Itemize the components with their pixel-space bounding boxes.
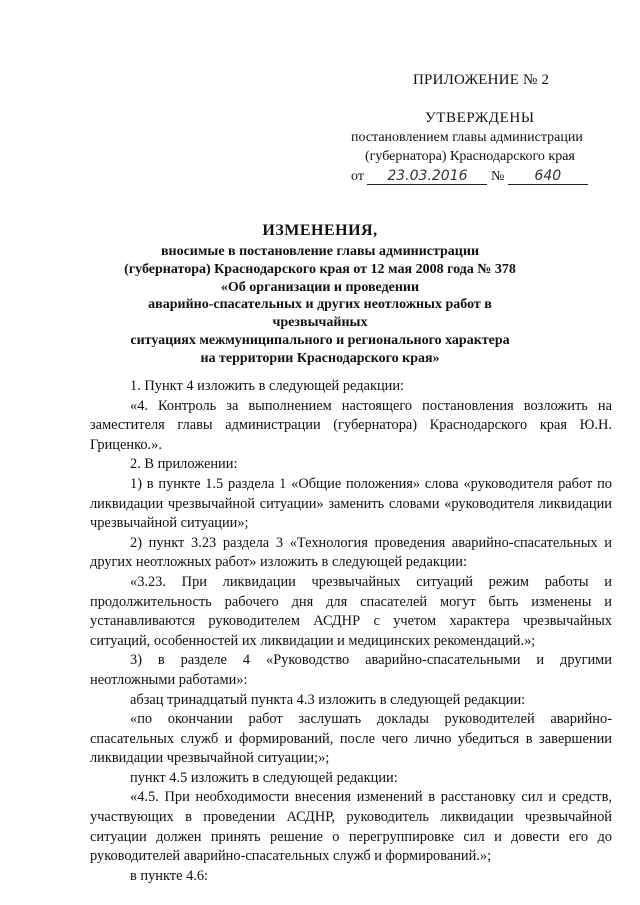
paragraph: 2) пункт 3.23 раздела 3 «Технология проведения аварийно-спасательных и других неотложных работ» изложить в следующей редакции:: [90, 534, 612, 571]
paragraph: «3.23. При ликвидации чрезвычайных ситуаций режим работы и продолжительность рабочего дня для спасателей могут быть изменены и устанавливаются руководителем АСДНР с учетом характера чрезвычайных ситуаций, особенностей их ликвидации и медицинских рекомендаций.»;: [90, 573, 612, 649]
approved-by-line-2: (губернатора) Краснодарского края: [365, 149, 575, 164]
date-prefix: от: [351, 169, 364, 184]
number-handwritten: 640: [508, 168, 588, 185]
heading-line: на территории Краснодарского края»: [200, 350, 440, 366]
paragraph: пункт 4.5 изложить в следующей редакции:: [130, 769, 398, 786]
heading-line: «Об организации и проведении: [220, 279, 420, 295]
approved-by-line-1: постановлением главы администрации: [351, 130, 583, 145]
paragraph: 3) в разделе 4 «Руководство аварийно-спасательными и другими неотложными работами»:: [90, 652, 612, 688]
approved-title: УТВЕРЖДЕНЫ: [425, 110, 535, 126]
heading-line: вносимые в постановление главы администрации: [160, 244, 480, 259]
approval-date-line: [351, 168, 588, 185]
heading-line: аварийно-спасательных и других неотложных работ в чрезвычайных: [148, 297, 492, 331]
heading-line: ситуациях межмуниципального и регионального характера: [130, 332, 510, 348]
paragraph: «4.5. При необходимости внесения изменений в расстановку сил и средств, участвующих в проведении АСДНР, руководитель ликвидации чрезвычайной ситуации должен принять решение о перегруппировке сил и довести его до руководителей аварийно-спасательных служб и формирований.»;: [90, 789, 612, 865]
heading-title: ИЗМЕНЕНИЯ,: [262, 222, 378, 239]
paragraph: в пункте 4.6:: [130, 867, 209, 884]
paragraph: 1) в пункте 1.5 раздела 1 «Общие положения» слова «руководителя работ по ликвидации чрезвычайной ситуации» заменить словами «руководителя ликвидации чрезвычайной ситуации»;: [90, 475, 612, 532]
paragraph: 2. В приложении:: [130, 456, 238, 473]
appendix-label: ПРИЛОЖЕНИЕ № 2: [413, 72, 550, 88]
paragraph: «по окончании работ заслушать доклады руководителей аварийно-спасательных служб и формирований, после чего лично убедиться в завершении ликвидации чрезвычайной ситуации;»;: [90, 711, 612, 767]
date-handwritten: 23.03.2016: [367, 168, 487, 185]
document-heading: [100, 222, 540, 368]
paragraph: абзац тринадцатый пункта 4.3 изложить в следующей редакции:: [130, 691, 526, 708]
heading-line: (губернатора) Краснодарского края от 12 мая 2008 года № 378: [124, 261, 516, 277]
number-prefix: №: [490, 169, 505, 184]
paragraph: 1. Пункт 4 изложить в следующей редакции:: [130, 378, 405, 394]
paragraph: «4. Контроль за выполнением настоящего постановления возложить на заместителя главы администрации (губернатора) Краснодарского края Ю.Н. Гриценко.».: [90, 397, 612, 453]
document-body: [90, 377, 612, 886]
